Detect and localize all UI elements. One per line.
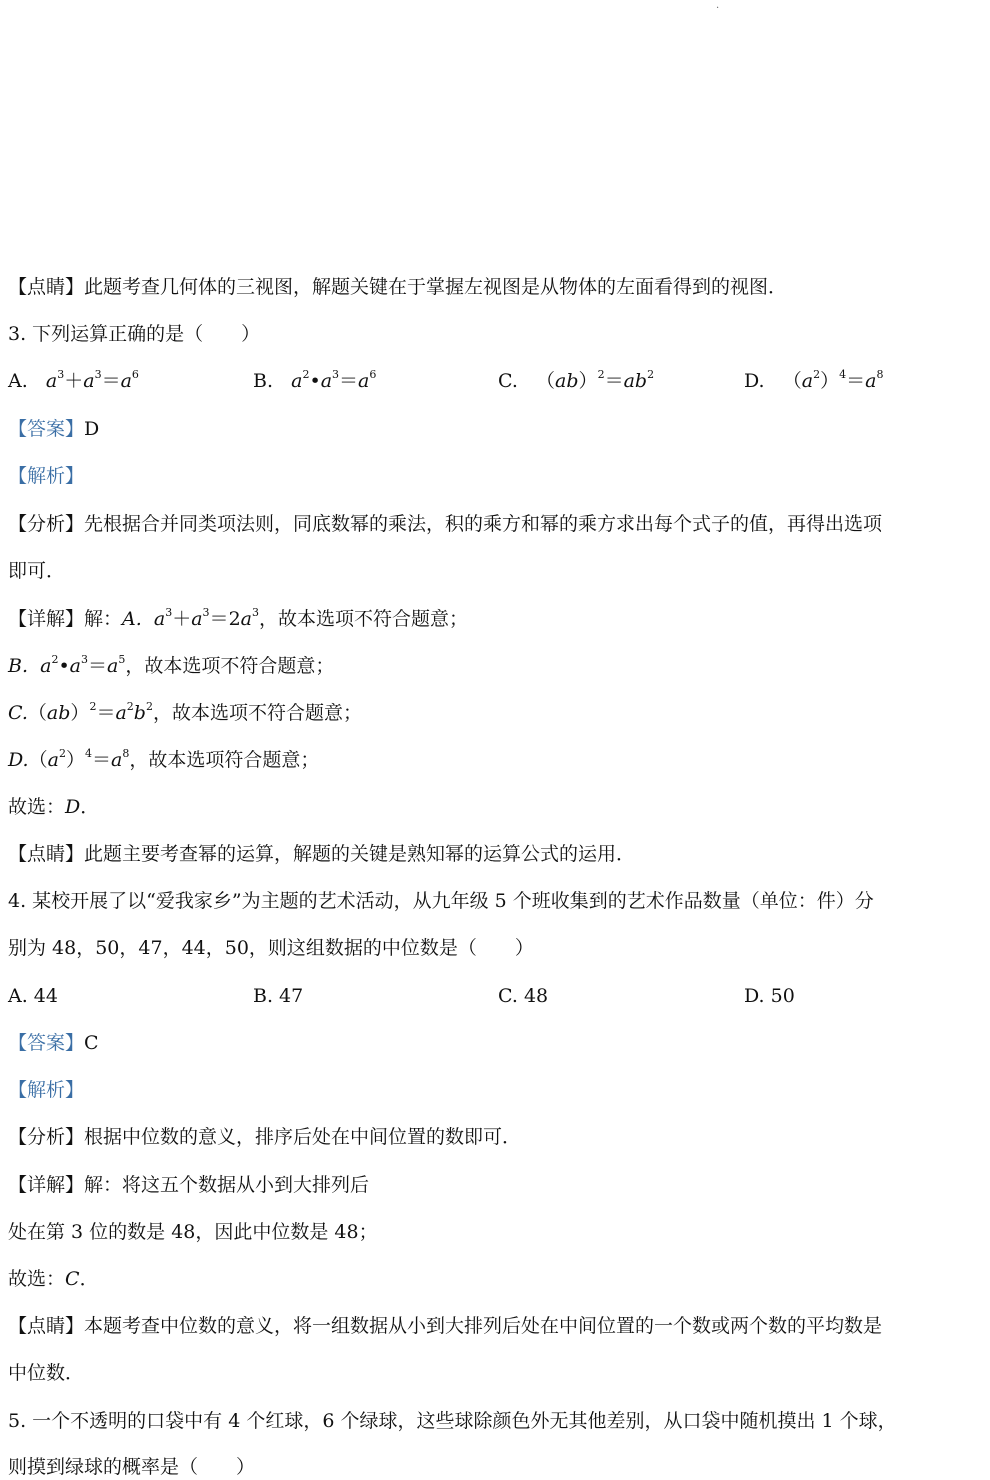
q3-detail-d: $D.(a^2)^4=a^8$，故本选项符合题意； — [8, 747, 320, 771]
q4-option-a[interactable]: A. 44 — [8, 985, 58, 1007]
q3-answer: 【答案】D — [8, 418, 100, 440]
q3-fenxi-2: 即可． — [8, 560, 66, 582]
q3-detail-c: $C.(ab)^2=a^2b^2$，故本选项不符合题意； — [8, 700, 362, 724]
q3-analysis-tag: 【解析】 — [8, 465, 85, 487]
q3-detail-a: 【详解】解：A. $a^3+a^3=2a^3$，故本选项不符合题意； — [8, 606, 468, 630]
q5-stem-2: 则摸到绿球的概率是（ ） — [8, 1456, 256, 1478]
q3-option-c[interactable]: C. $(ab)^2=ab^2$ — [498, 368, 655, 392]
q3-fenxi: 【分析】先根据合并同类项法则，同底数幂的乘法，积的乘方和幂的乘方求出每个式子的值，再得出选项 — [8, 513, 883, 535]
q4-option-d[interactable]: D. 50 — [744, 985, 795, 1007]
q4-choose: 故选：C． — [8, 1268, 99, 1290]
q4-stem-1: 4. 某校开展了以“爱我家乡”为主题的艺术活动，从九年级 5 个班收集到的艺术作品数量（单位：件）分 — [8, 890, 874, 912]
q4-option-b[interactable]: B. 47 — [253, 985, 304, 1007]
q4-answer: 【答案】C — [8, 1032, 99, 1054]
q3-stem: 3. 下列运算正确的是（ ） — [8, 323, 261, 345]
q4-option-c[interactable]: C. 48 — [498, 985, 549, 1007]
q3-detail-b: B. $a^2•a^3=a^5$，故本选项不符合题意； — [8, 653, 335, 677]
q5-stem-1: 5. 一个不透明的口袋中有 4 个红球，6 个绿球，这些球除颜色外无其他差别，从口袋中随机摸出 1 个球， — [8, 1410, 897, 1432]
q4-note-2: 中位数． — [8, 1362, 85, 1384]
q4-detail-2: 处在第 3 位的数是 48，因此中位数是 48； — [8, 1221, 378, 1243]
q4-analysis-tag: 【解析】 — [8, 1079, 85, 1101]
q3-choose: 故选：D． — [8, 796, 100, 818]
q4-note-1: 【点睛】本题考查中位数的意义，将一组数据从小到大排列后处在中间位置的一个数或两个数的平均数是 — [8, 1315, 883, 1337]
q2-note: 【点睛】此题考查几何体的三视图，解题关键在于掌握左视图是从物体的左面看得到的视图． — [8, 276, 788, 298]
q3-option-a[interactable]: A. $a^3+a^3=a^6$ — [8, 368, 139, 392]
q4-stem-2: 别为 48，50，47，44，50，则这组数据的中位数是（ ） — [8, 937, 534, 959]
top-dot: . — [716, 0, 720, 11]
q4-fenxi: 【分析】根据中位数的意义，排序后处在中间位置的数即可． — [8, 1126, 522, 1148]
q3-note: 【点睛】此题主要考查幂的运算，解题的关键是熟知幂的运算公式的运用． — [8, 843, 636, 865]
q3-option-b[interactable]: B. $a^2•a^3=a^6$ — [253, 368, 377, 392]
q3-option-d[interactable]: D. $(a^2)^4=a^8$ — [744, 368, 884, 392]
q4-detail: 【详解】解：将这五个数据从小到大排列后 — [8, 1174, 370, 1196]
